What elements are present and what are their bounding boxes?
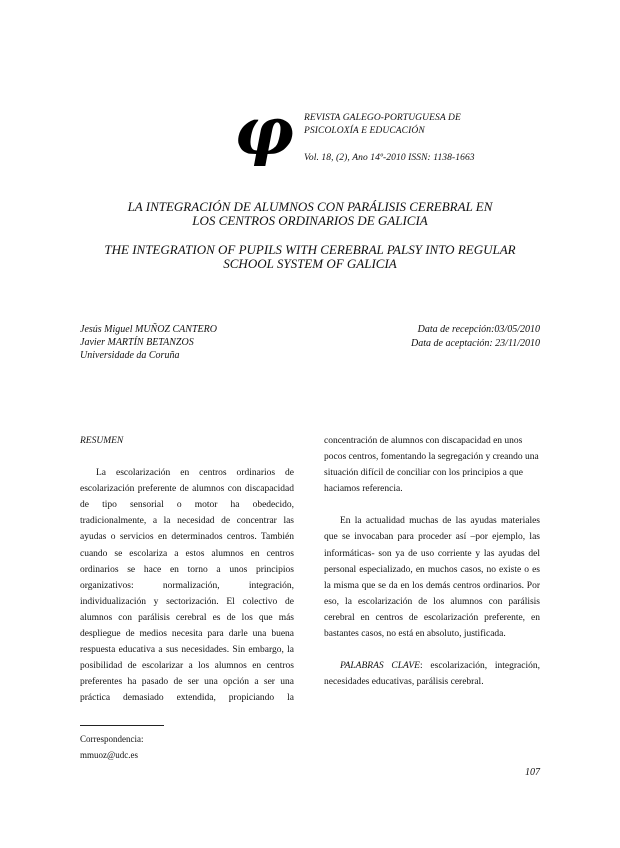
title-english	[60, 243, 560, 271]
journal-issue: Vol. 18, (2), Ano 14º-2010 ISSN: 1138-1663	[304, 153, 475, 163]
keywords-list: : escolarización, integración, necesidades educativas, parálisis cerebral.	[324, 661, 541, 688]
abstract-right-column	[324, 433, 540, 690]
title-spanish-line1: LA INTEGRACIÓN DE ALUMNOS CON PARÁLISIS CEREBRAL EN	[127, 199, 493, 214]
abstract-heading: RESUMEN	[80, 436, 124, 446]
phi-logo-icon	[232, 96, 296, 166]
footnote	[80, 731, 143, 763]
keywords-paragraph	[324, 658, 540, 690]
author-block	[80, 323, 217, 362]
title-english-line1: THE INTEGRATION OF PUPILS WITH CEREBRAL PALSY INTO REGULAR	[104, 242, 516, 257]
page-number: 107	[525, 767, 540, 778]
title-spanish	[60, 200, 560, 228]
journal-name-line1: REVISTA GALEGO-PORTUGUESA DE	[304, 113, 461, 123]
title-spanish-line2: LOS CENTROS ORDINARIOS DE GALICIA	[192, 213, 428, 228]
author-2: Javier MARTÍN BETANZOS	[80, 337, 194, 348]
author-1: Jesús Miguel MUÑOZ CANTERO	[80, 324, 217, 335]
abstract-left-column	[80, 433, 294, 707]
svg-text:φ: φ	[234, 96, 294, 166]
footnote-rule	[80, 725, 164, 726]
abstract-paragraph-2: En la actualidad muchas de las ayudas materiales que se invocaban para proceder así –por ejemplo, las informáticas- son ya de uso corriente y las ayudas del personal especializado, en muchos casos, no existe o es la misma que se da en los demás centros ordinarios. Por eso, la escolarización de los alumnos con parálisis cerebral en centros de escolarización preferente, en bastantes casos, no está en absoluto, justificada.	[324, 516, 540, 640]
correspondence-email: mmuoz@udc.es	[80, 750, 139, 760]
abstract-paragraph-1: La escolarización en centros ordinarios de escolarización preferente de alumnos con discapacidad de tipo sensorial o motor ha obedecido, tradicionalmente, a la necesidad de concentrar las ayudas o servicios en determinados centros. También cuando se escolariza a estos alumnos en centros ordinarios se hace en torno a unos principios organizativos: normalización, integración, individualización y sectorización. El colectivo de alumnos con parálisis cerebral es de los que más despliegue de medios necesita para darle una buena respuesta educativa a sus necesidades. Sin embargo, la posibilidad de escolarizar a los alumnos en centros preferentes ha pasado de ser una opción a ser una práctica demasiado extendida, propiciando la	[80, 468, 294, 704]
dates-block	[411, 323, 540, 351]
journal-logo	[232, 96, 296, 166]
correspondence-label: Correspondencia:	[80, 734, 144, 744]
journal-name-line2: PSICOLOXÍA E EDUCACIÓN	[304, 126, 425, 136]
received-date: Data de recepción:03/05/2010	[417, 324, 540, 335]
keywords-label: PALABRAS CLAVE	[340, 661, 420, 672]
accepted-date: Data de aceptación: 23/11/2010	[411, 338, 540, 349]
title-english-line2: SCHOOL SYSTEM OF GALICIA	[223, 256, 397, 271]
abstract-paragraph-1-continued: concentración de alumnos con discapacidad en unos pocos centros, fomentando la segregación y creando una situación difícil de conciliar con los principios a que haciamos referencia.	[324, 436, 539, 495]
affiliation: Universidade da Coruña	[80, 350, 180, 361]
journal-header	[304, 112, 475, 165]
